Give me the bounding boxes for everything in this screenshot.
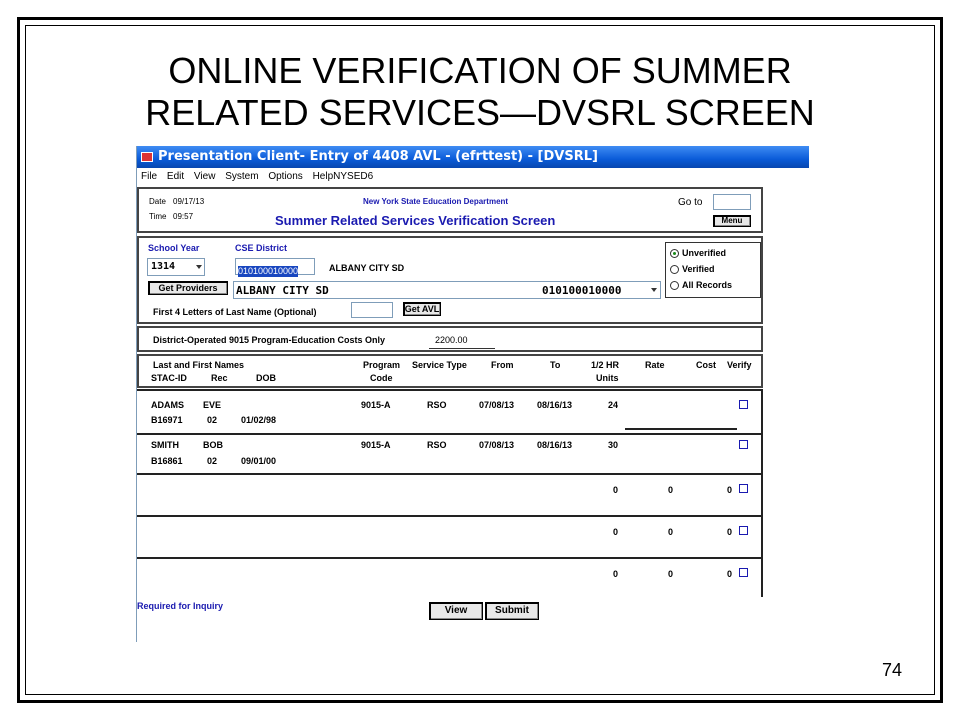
row-service: RSO	[427, 400, 447, 410]
filter-all-records[interactable]	[670, 280, 732, 290]
chevron-down-icon	[196, 265, 202, 269]
time-value: 09:57	[173, 212, 194, 221]
cse-district-label: CSE District	[235, 243, 288, 253]
header-rate: Rate	[645, 360, 665, 370]
goto-label: Go to	[678, 197, 703, 208]
view-button[interactable]: View	[429, 602, 483, 620]
menu-options[interactable]: Options	[268, 171, 303, 182]
costs-value: 2200.00	[435, 335, 468, 345]
row-from: 07/08/13	[479, 440, 515, 450]
header-from: From	[491, 360, 514, 370]
menu-button[interactable]: Menu	[713, 215, 751, 227]
menu-help[interactable]: HelpNYSED6	[312, 171, 374, 182]
row-to: 08/16/13	[537, 440, 573, 450]
last-name-input[interactable]	[351, 302, 393, 318]
filter-verified-label: Verified	[682, 264, 715, 274]
required-note: Required for Inquiry	[137, 601, 224, 611]
table-header	[137, 354, 763, 388]
header-to: To	[550, 360, 561, 370]
menu-view[interactable]: View	[193, 171, 216, 182]
date-label: Date	[149, 197, 166, 206]
row-first-name: EVE	[203, 400, 222, 410]
row-service: RSO	[427, 440, 447, 450]
verify-checkbox[interactable]	[739, 526, 748, 535]
row-program: 9015-A	[361, 400, 391, 410]
row-cost: 0	[727, 527, 733, 537]
table-row[interactable]	[137, 435, 763, 473]
menu-file[interactable]: File	[141, 171, 158, 182]
header-code: Code	[370, 373, 393, 383]
slide-title-line-2: RELATED SERVICES—DVSRL SCREEN	[145, 92, 815, 133]
header-rec: Rec	[211, 373, 228, 383]
row-rate: 0	[668, 569, 674, 579]
goto-input[interactable]	[713, 194, 751, 210]
get-providers-button[interactable]: Get Providers	[148, 281, 228, 295]
app-icon	[141, 152, 153, 162]
slide-page-number: 74	[881, 660, 902, 680]
verify-checkbox[interactable]	[739, 400, 748, 409]
row-rate: 0	[668, 527, 674, 537]
cse-district-code: 010100010000	[238, 266, 299, 276]
row-stac-id: B16861	[151, 456, 183, 466]
cse-district-input[interactable]	[235, 258, 315, 275]
department-name: New York State Education Department	[363, 197, 509, 206]
slide-title	[40, 50, 920, 134]
filter-all-records-label: All Records	[682, 280, 733, 290]
row-stac-id: B16971	[151, 415, 183, 425]
row-dob: 01/02/98	[241, 415, 277, 425]
row-last-name: SMITH	[151, 440, 179, 450]
inquiry-panel	[137, 236, 763, 324]
school-year-value: 1314	[151, 261, 176, 272]
table-row[interactable]	[137, 517, 763, 557]
filter-verified[interactable]	[670, 264, 715, 274]
row-underline	[625, 428, 737, 430]
window-titlebar[interactable]	[137, 146, 809, 168]
row-units: 24	[608, 400, 619, 410]
radio-icon	[670, 265, 679, 274]
school-year-select[interactable]	[147, 258, 205, 276]
menu-edit[interactable]: Edit	[166, 171, 185, 182]
screen-title: Summer Related Services Verification Screen	[275, 213, 556, 228]
row-rec: 02	[207, 415, 218, 425]
row-first-name: BOB	[203, 440, 223, 450]
verify-checkbox[interactable]	[739, 440, 748, 449]
cse-district-name: ALBANY CITY SD	[329, 263, 405, 273]
provider-code: 010100010000	[542, 284, 622, 297]
provider-name: ALBANY CITY SD	[236, 284, 329, 297]
provider-select[interactable]	[233, 281, 661, 299]
header-units: Units	[596, 373, 619, 383]
row-units: 0	[613, 527, 619, 537]
header-half-hr: 1/2 HR	[591, 360, 620, 370]
filter-unverified-label: Unverified	[682, 248, 727, 258]
row-last-name: ADAMS	[151, 400, 184, 410]
radio-selected-icon	[670, 249, 679, 258]
header-verify: Verify	[727, 360, 752, 370]
header-service-type: Service Type	[412, 360, 467, 370]
slide-title-line-1: ONLINE VERIFICATION OF SUMMER	[168, 50, 792, 91]
row-program: 9015-A	[361, 440, 391, 450]
time-label: Time	[149, 212, 167, 221]
row-rec: 02	[207, 456, 218, 466]
row-from: 07/08/13	[479, 400, 515, 410]
window-title: Presentation Client- Entry of 4408 AVL - (efrttest) - [DVSRL]	[158, 149, 598, 164]
dvsrl-screenshot	[136, 146, 809, 642]
header-dob: DOB	[256, 373, 276, 383]
row-to: 08/16/13	[537, 400, 573, 410]
row-units: 30	[608, 440, 619, 450]
row-cost: 0	[727, 569, 733, 579]
costs-label: District-Operated 9015 Program-Education Costs Only	[153, 335, 386, 345]
table-right-border	[761, 389, 763, 597]
header-names: Last and First Names	[153, 360, 245, 370]
header-panel	[137, 187, 763, 233]
menu-system[interactable]: System	[225, 171, 259, 182]
verify-checkbox[interactable]	[739, 484, 748, 493]
filter-unverified[interactable]	[670, 248, 726, 258]
header-cost: Cost	[696, 360, 716, 370]
costs-panel	[137, 326, 763, 352]
last-name-label: First 4 Letters of Last Name (Optional)	[153, 307, 317, 317]
table-body	[137, 389, 763, 597]
row-rate: 0	[668, 485, 674, 495]
table-row[interactable]	[137, 559, 763, 597]
row-units: 0	[613, 569, 619, 579]
costs-input[interactable]	[429, 333, 495, 349]
menu-bar	[137, 168, 809, 185]
header-stac-id: STAC-ID	[151, 373, 187, 383]
row-units: 0	[613, 485, 619, 495]
school-year-label: School Year	[148, 243, 200, 253]
chevron-down-icon	[651, 288, 657, 292]
date-value: 09/17/13	[173, 197, 205, 206]
record-filter-group	[665, 242, 761, 298]
table-row[interactable]	[137, 475, 763, 515]
get-avl-button[interactable]: Get AVL	[404, 304, 440, 314]
row-cost: 0	[727, 485, 733, 495]
verify-checkbox[interactable]	[739, 568, 748, 577]
radio-icon	[670, 281, 679, 290]
submit-button[interactable]: Submit	[485, 602, 539, 620]
row-dob: 09/01/00	[241, 456, 277, 466]
table-row[interactable]	[137, 391, 763, 433]
header-program: Program	[363, 360, 401, 370]
